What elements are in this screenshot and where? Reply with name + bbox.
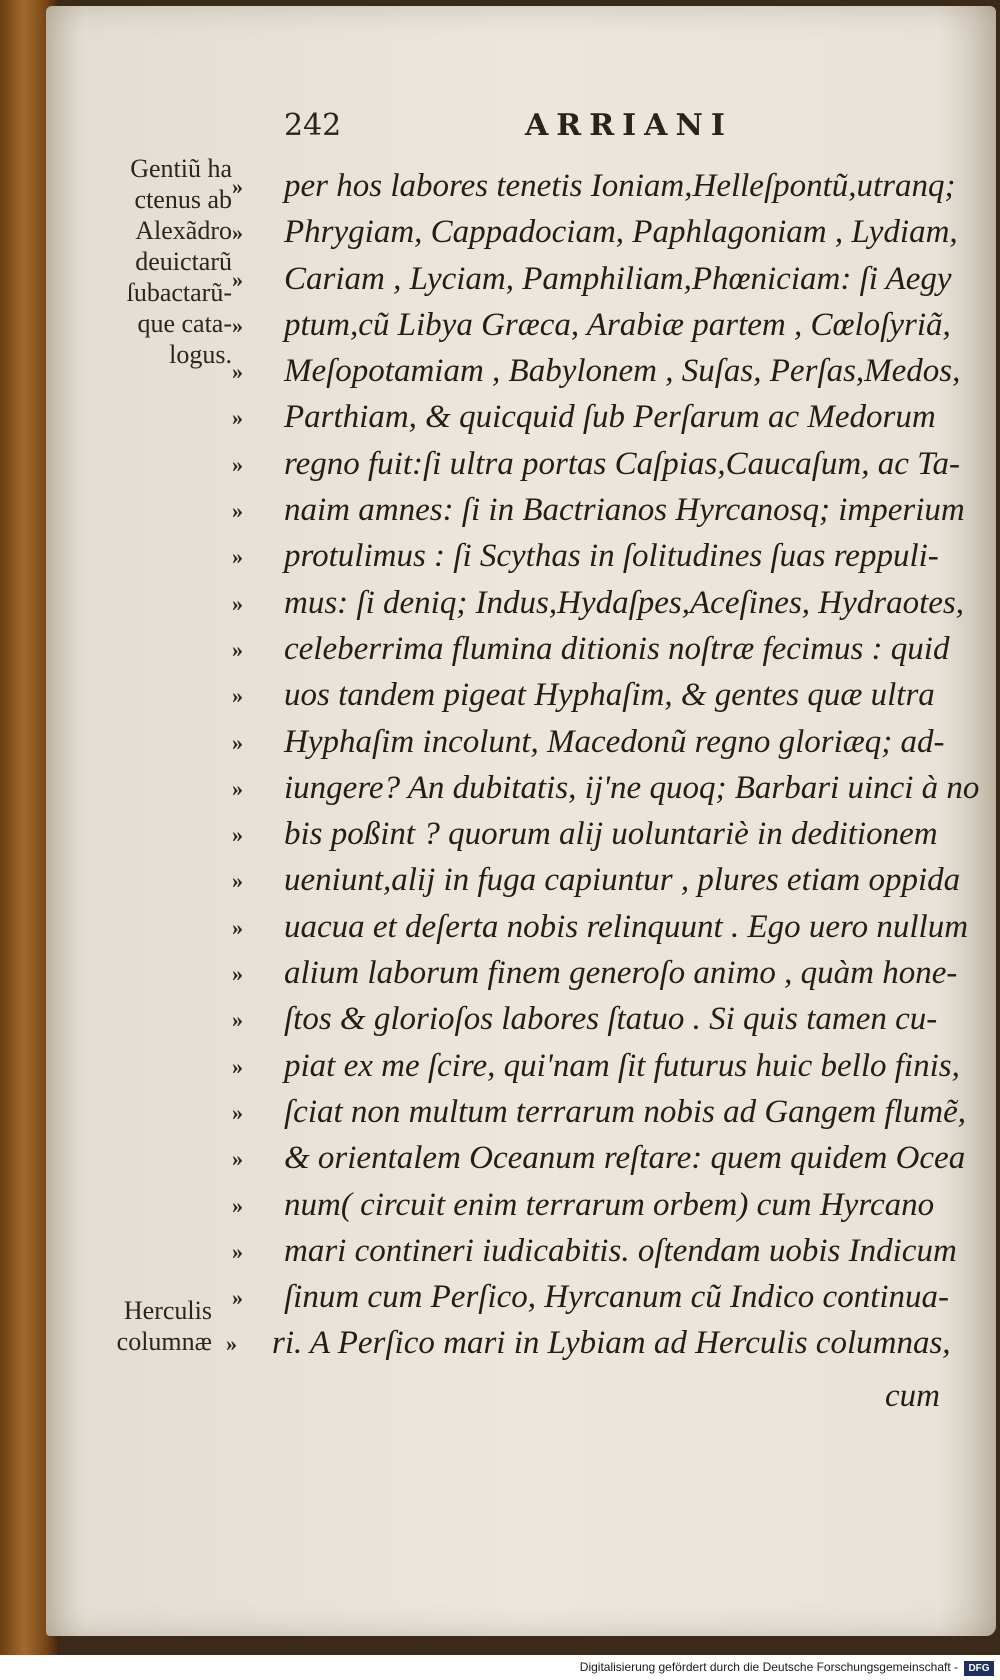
- line-text: uos tandem pigeat Hyphaſim, & gentes quæ ultra: [284, 677, 935, 714]
- quote-mark: »: [232, 1099, 243, 1125]
- quote-mark: »: [232, 636, 243, 662]
- line-text: uacua et deſerta nobis relinquunt . Ego uero nullum: [284, 908, 969, 945]
- quote-mark: »: [232, 544, 243, 570]
- text-line: [232, 812, 972, 858]
- line-text: bis poßint ? quorum alij uoluntariè in deditionem: [284, 816, 938, 853]
- line-text: protulimus : ſi Scythas in ſolitudines ſuas reppuli-: [284, 538, 939, 575]
- line-text: per hos labores tenetis Ioniam,Helleſpontũ,utranq;: [284, 168, 956, 204]
- quote-mark: »: [232, 451, 243, 477]
- quote-mark: »: [232, 312, 243, 338]
- margin-note-line: que cata-: [137, 309, 232, 338]
- line-text: piat ex me ſcire, qui'nam ſit futurus huic bello finis,: [284, 1047, 960, 1084]
- quote-mark: »: [232, 729, 243, 755]
- text-line: [232, 905, 972, 951]
- running-title: ARRIANI: [525, 108, 733, 143]
- quote-mark: »: [232, 683, 243, 709]
- quote-mark: »: [232, 174, 243, 199]
- margin-note-line: logus.: [169, 340, 232, 369]
- text-line: [232, 488, 972, 534]
- line-text: Phrygiam, Cappadociam, Paphlagoniam , Lydiam,: [284, 214, 958, 251]
- margin-note-gentium: [96, 153, 232, 370]
- quote-mark: »: [232, 220, 243, 246]
- quote-mark: »: [232, 498, 243, 524]
- quote-mark: »: [232, 266, 243, 292]
- text-line: [232, 349, 972, 395]
- text-line: [232, 257, 972, 303]
- text-line: [232, 1275, 972, 1321]
- text-line: [232, 210, 972, 256]
- line-text: naim amnes: ſi in Bactrianos Hyrcanosq; imperium: [284, 492, 965, 529]
- catchword: cum: [885, 1378, 940, 1414]
- line-text: mari contineri iudicabitis. oſtendam uobis Indicum: [284, 1232, 957, 1269]
- text-line: [232, 997, 972, 1043]
- quote-mark: »: [232, 1146, 243, 1172]
- line-text: ſinum cum Perſico, Hyrcanum cũ Indico continua-: [284, 1279, 950, 1316]
- quote-mark: »: [232, 822, 243, 848]
- line-text: ueniunt,alij in fuga capiuntur , plures etiam oppida: [284, 862, 961, 899]
- text-line: [232, 1090, 972, 1136]
- quote-mark: »: [232, 1285, 243, 1311]
- quote-mark: »: [232, 1007, 243, 1033]
- text-line: [232, 673, 972, 719]
- line-text: celeberrima flumina ditionis noſtræ fecimus : quid: [284, 630, 950, 667]
- text-line: [232, 720, 972, 766]
- quote-mark: »: [232, 775, 243, 801]
- text-line: [232, 951, 972, 997]
- line-text: Hyphaſim incolunt, Macedonũ regno gloriæq; ad-: [284, 723, 945, 760]
- text-line: [226, 1321, 972, 1367]
- page-number: 242: [284, 108, 342, 143]
- line-text: iungere? An dubitatis, ij'ne quoq; Barbari uinci à no: [284, 769, 980, 806]
- line-text: alium laborum finem generoſo animo , quàm hone-: [284, 955, 958, 992]
- text-line: [232, 303, 972, 349]
- quote-mark: »: [232, 1238, 243, 1264]
- margin-note-line: Alexãdro: [135, 216, 232, 245]
- text-line: [232, 627, 972, 673]
- text-line: [232, 1044, 972, 1090]
- text-line: [232, 1136, 972, 1182]
- quote-mark: »: [232, 914, 243, 940]
- running-head: [280, 108, 740, 148]
- text-line: [232, 164, 972, 210]
- line-text: ſtos & glorioſos labores ſtatuo . Si quis tamen cu-: [284, 1001, 938, 1038]
- margin-note-line: columnæ: [116, 1327, 212, 1356]
- margin-note-line: Herculis: [123, 1296, 212, 1325]
- text-line: [232, 534, 972, 580]
- margin-note-herculis: [96, 1295, 212, 1357]
- digitization-credit-bar: [0, 1658, 1000, 1680]
- line-text: ptum,cũ Libya Græca, Arabiæ partem , Cœloſyriã,: [284, 306, 951, 343]
- line-text: & orientalem Oceanum reſtare: quem quidem Ocea: [284, 1140, 966, 1177]
- text-line: [232, 858, 972, 904]
- line-text: Parthiam, & quicquid ſub Perſarum ac Medorum: [284, 399, 936, 436]
- line-text: Cariam , Lyciam, Pamphiliam,Phœniciam: ſi Aegy: [284, 260, 952, 297]
- text-line: [232, 581, 972, 627]
- quote-mark: »: [232, 359, 243, 385]
- quote-mark: »: [232, 1053, 243, 1079]
- text-line: [232, 442, 972, 488]
- text-line: [232, 1183, 972, 1229]
- line-text: ſciat non multum terrarum nobis ad Gangem flumẽ,: [284, 1093, 966, 1130]
- line-text: Meſopotamiam , Babylonem , Suſas, Perſas,Medos,: [284, 353, 961, 390]
- body-text: [226, 164, 980, 1368]
- quote-mark: »: [232, 590, 243, 616]
- quote-mark: »: [226, 1331, 237, 1357]
- quote-mark: »: [232, 868, 243, 894]
- quote-mark: »: [232, 405, 243, 431]
- text-line: [232, 1229, 972, 1275]
- line-text: regno fuit:ſi ultra portas Caſpias,Caucaſum, ac Ta-: [284, 445, 960, 482]
- margin-note-line: ctenus ab: [134, 185, 232, 214]
- margin-note-line: Gentiũ ha: [130, 154, 232, 183]
- dfg-logo: DFG: [964, 1661, 994, 1676]
- text-line: [232, 766, 980, 812]
- line-text: ri. A Perſico mari in Lybiam ad Herculis columnas,: [272, 1325, 951, 1362]
- digitization-credit: Digitalisierung gefördert durch die Deutsche Forschungsgemeinschaft -: [579, 1660, 958, 1674]
- quote-mark: »: [232, 1192, 243, 1218]
- margin-note-line: deuictarũ: [135, 247, 232, 276]
- quote-mark: »: [232, 961, 243, 987]
- line-text: mus: ſi deniq; Indus,Hydaſpes,Aceſines, Hydraotes,: [284, 584, 965, 621]
- margin-note-line: ſubactarũ-: [126, 278, 232, 307]
- text-line: [232, 395, 972, 441]
- line-text: num( circuit enim terrarum orbem) cum Hyrcano: [284, 1186, 935, 1223]
